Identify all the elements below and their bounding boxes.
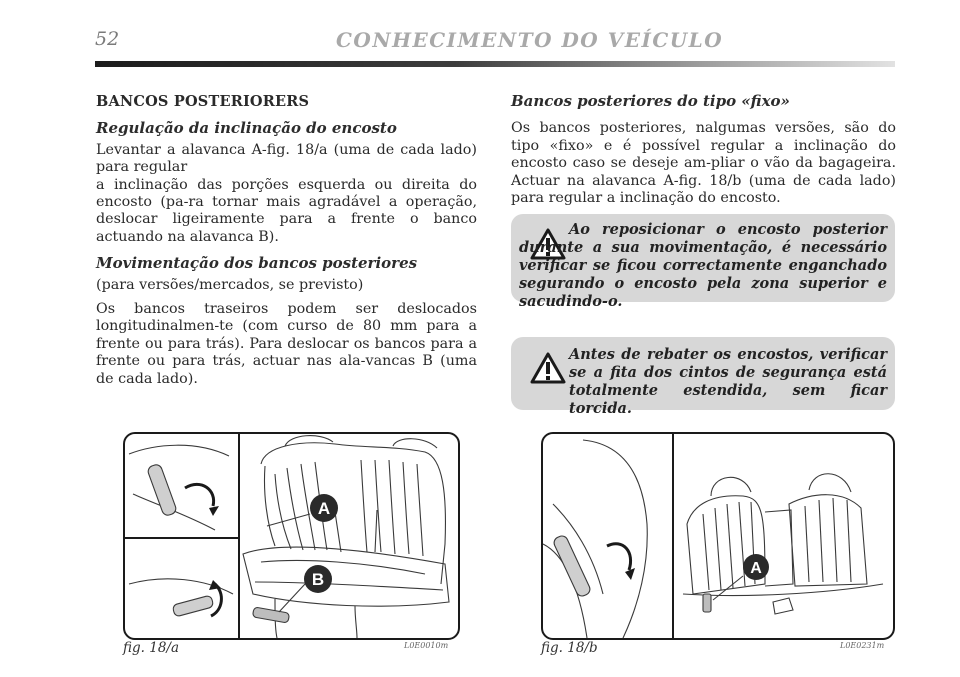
figure-code-18a: L0E0010m (404, 641, 449, 650)
figure-code-18b: L0E0231m (840, 641, 885, 650)
rear-seat-illustration-a (125, 434, 458, 638)
section-title: BANCOS POSTERIORERS (96, 93, 310, 110)
figure-caption-18b: fig. 18/b (541, 640, 598, 656)
movement-text: Os bancos traseiros podem ser deslocados longitudinalmen-te (com curso de 80 mm para a frente ou para trás). Para deslocar os bancos para a frente ou para trás, actuar nas ala-vancas B (uma de cada lado). (96, 301, 477, 387)
left-column (96, 93, 477, 388)
label-a-badge (743, 554, 769, 580)
subsection-title-movement: Movimentação dos bancos posteriores (96, 254, 418, 273)
right-column (511, 93, 896, 207)
fixed-seats-text: Os bancos posteriores, nalgumas versões, são do tipo «fixo» e é possível regular a inclinação do encosto caso se deseje am-pliar o vão da bagageira. Actuar na alavanca A-fig. 18/b (uma de cada lado) para regular a inclinação do encosto. (511, 120, 896, 207)
figure-label-a: A (750, 560, 762, 577)
warning-text-1: Ao reposicionar o encosto posterior durante a sua movimentação, é necessário verificar se ficou correctamente enganchado segurando o encosto pela zona superior e sacudindo-o. (519, 221, 887, 310)
page-header-title: CONHECIMENTO DO VEÍCULO (336, 28, 724, 52)
recline-text-line1: Levantar a alavanca A-fig. 18/a (uma de cada lado) para regular (96, 141, 477, 176)
header-rule (95, 61, 895, 67)
movement-note: (para versões/mercados, se previsto) (96, 276, 364, 293)
figure-label-a: A (317, 499, 331, 518)
label-a-badge (310, 494, 338, 522)
figure-label-b: B (311, 570, 325, 589)
figure-18b (541, 432, 895, 640)
subsection-title-recline: Regulação da inclinação do encosto (96, 119, 397, 138)
rear-seat-illustration-b (543, 434, 893, 638)
warning-triangle-icon (530, 352, 566, 384)
figure-18a (123, 432, 460, 640)
warning-box-1 (511, 214, 895, 310)
page-number: 52 (95, 28, 120, 50)
fixed-seats-title: Bancos posteriores do tipo «fixo» (511, 92, 790, 110)
recline-text-line2: a inclinação das porções esquerda ou direita do encosto (pa-ra tornar mais agradável a operação, deslocar ligeiramente para a frente o banco actuando na alavanca B). (96, 176, 477, 245)
label-b-badge (304, 565, 332, 593)
figure-caption-18a: fig. 18/a (123, 640, 180, 656)
warning-box-2 (511, 337, 895, 417)
warning-text-2: Antes de rebater os encostos, verificar se a fita dos cintos de segurança está totalmente estendida, sem ficar torcida. (569, 346, 887, 417)
